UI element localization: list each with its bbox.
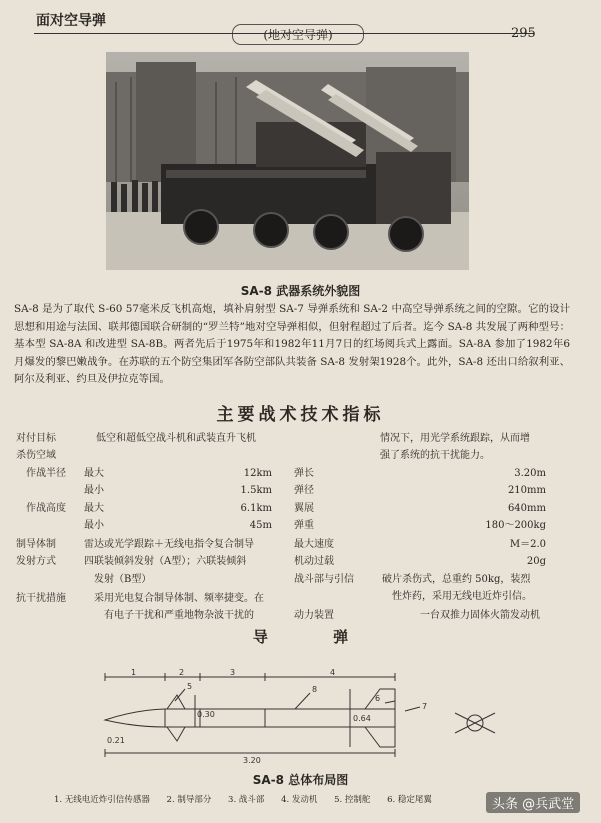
intro-text: SA-8 是为了取代 S-60 57毫米反飞机高炮，填补肩射型 SA-7 导弹系统和 SA-2 中高空导弹系统之间的空隙。它的设计思想和用途与法国、联邦德国联合研制的“罗兰特”地对空导弹相似，但射程超过了后者。迄今 SA-8 共发展了两种型号：基本型 SA-8A 和改进型 SA-8B。两者先后于1975年和1982年11月7日的红场阅兵式上露面。SA-8A 参加了1982年6月爆发的黎巴嫩战争。在苏联的五个防空集团军各防空部队共装备 SA-8 发射架1928个。此外，SA-8 还出口给叙利亚、阿尔及利亚、约旦及伊拉克等国。 <box>14 303 570 386</box>
missile-section-title: 导 弹 <box>252 628 379 646</box>
length-value: 3.20m <box>514 468 546 479</box>
legend-item: 2. 制导部分 <box>166 795 212 805</box>
ecm-value-2: 有电子干扰和严重地物杂波干扰的 <box>104 610 254 621</box>
diameter-value: 210mm <box>507 485 546 496</box>
overload-label: 机动过载 <box>294 556 334 567</box>
ecm-value-1: 采用光电复合制导体制、频率捷变。在 <box>94 593 264 604</box>
altitude-max-label: 最大 <box>84 503 104 514</box>
legend-item: 5. 控制舵 <box>334 795 371 805</box>
speed-label: 最大速度 <box>294 539 334 550</box>
weight-label: 弹重 <box>294 520 314 531</box>
target-value: 低空和超低空战斗机和武装直升飞机 <box>96 433 256 444</box>
range-min-label: 最小 <box>84 485 104 496</box>
legend-item: 4. 发动机 <box>281 795 318 805</box>
launch-label: 发射方式 <box>16 556 56 567</box>
diagram-label-7: 7 <box>422 702 428 711</box>
ecm-cont-1: 情况下，用光学系统跟踪，从而增 <box>380 433 530 444</box>
ecm-label: 抗干扰措施 <box>16 593 66 604</box>
range-max-label: 最大 <box>84 468 104 479</box>
range-label: 作战半径 <box>26 468 66 479</box>
launch-value-2: 发射（B型） <box>94 574 152 585</box>
spec-section-title: 主要战术技术指标 <box>216 405 385 425</box>
kill-zone-label: 杀伤空域 <box>16 450 56 461</box>
legend-item: 6. 稳定尾翼 <box>387 795 432 805</box>
target-label: 对付目标 <box>16 433 56 444</box>
diagram-label-1: 1 <box>131 668 137 677</box>
missile-layout-diagram <box>95 665 515 767</box>
diagram-label-6: 6 <box>375 694 381 703</box>
engine-label: 动力装置 <box>294 610 334 621</box>
header-rule <box>34 33 534 34</box>
altitude-min-label: 最小 <box>84 520 104 531</box>
guidance-value: 雷达或光学跟踪＋无线电指令复合制导 <box>84 539 254 550</box>
guidance-label: 制导体制 <box>16 539 56 550</box>
dim-length: 3.20 <box>243 756 261 765</box>
engine-value: 一台双推力固体火箭发动机 <box>420 610 540 621</box>
section-tag: (地对空导弹) <box>232 24 364 45</box>
altitude-max-value: 6.1km <box>240 503 272 514</box>
sa8-vehicle-photo <box>106 52 469 270</box>
legend-item: 3. 战斗部 <box>228 795 265 805</box>
range-max-value: 12km <box>243 468 272 479</box>
range-min-value: 1.5km <box>240 485 272 496</box>
legend-item: 1. 无线电近炸引信传感器 <box>54 795 150 805</box>
warhead-value-2: 性炸药，采用无线电近炸引信。 <box>392 591 532 602</box>
intro-paragraph <box>14 301 570 389</box>
dim-span: 0.64 <box>353 714 371 723</box>
page-number: 295 <box>511 26 536 41</box>
diameter-label: 弹径 <box>294 485 314 496</box>
diagram-label-5: 5 <box>187 682 193 691</box>
photo-caption: SA-8 武器系统外貌图 <box>240 284 361 298</box>
altitude-label: 作战高度 <box>26 503 66 514</box>
watermark: 头条 @兵武堂 <box>486 792 580 813</box>
weight-value: 180～200kg <box>485 520 546 531</box>
diagram-label-3: 3 <box>230 668 236 677</box>
length-label: 弹长 <box>294 468 314 479</box>
warhead-label: 战斗部与引信 <box>294 574 354 585</box>
diagram-label-8: 8 <box>312 685 318 694</box>
diagram-label-4: 4 <box>330 668 336 677</box>
overload-value: 20g <box>526 556 546 567</box>
dim-fin: 0.30 <box>197 710 215 719</box>
warhead-value-1: 破片杀伤式，总重约 50kg，装烈 <box>382 574 531 585</box>
dim-diameter: 0.21 <box>107 736 125 745</box>
diagram-legend <box>54 793 446 805</box>
span-value: 640mm <box>507 503 546 514</box>
launch-value-1: 四联装倾斜发射（A型）；六联装倾斜 <box>84 556 247 567</box>
altitude-min-value: 45m <box>249 520 272 531</box>
diagram-caption: SA-8 总体布局图 <box>252 773 349 787</box>
running-header: 面对空导弹 <box>36 13 106 29</box>
ecm-cont-2: 强了系统的抗干扰能力。 <box>380 450 490 461</box>
speed-value: M＝2.0 <box>509 539 546 550</box>
diagram-label-2: 2 <box>179 668 185 677</box>
span-label: 翼展 <box>294 503 314 514</box>
